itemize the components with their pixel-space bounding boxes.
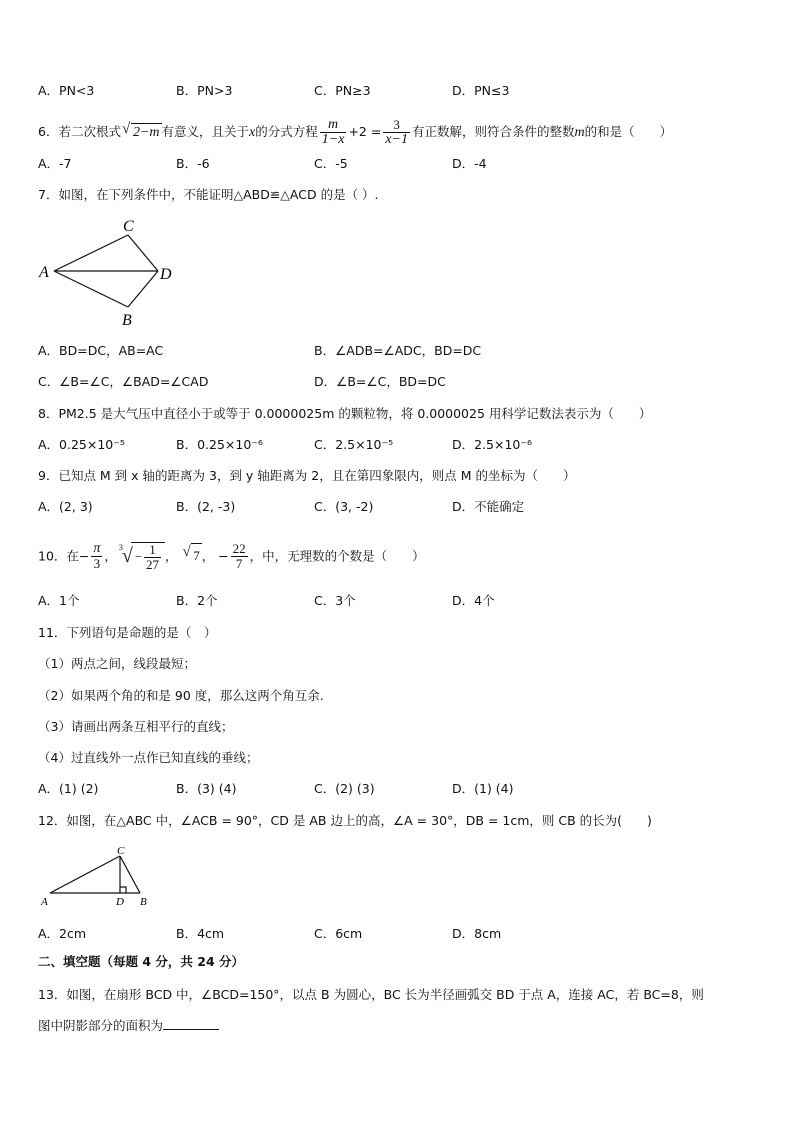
q10-neg1: − — [78, 548, 90, 564]
q7-label-a: A — [39, 264, 49, 281]
q10-prefix: 10．在 — [38, 548, 79, 564]
q7-option-a: A．BD=DC，AB=AC — [38, 343, 164, 358]
q6-mid1: 有意义，且关于 — [161, 124, 250, 139]
q8-stem: 8．PM2.5 是大气压中直径小于或等于 0.0000025m 的颗粒物，将 0.0000025 用科学记数法表示为（ ） — [38, 406, 652, 421]
q11-item-2: （2）如果两个角的和是 90 度，那么这两个角互余. — [38, 688, 324, 703]
q10-frac-pi — [91, 542, 102, 571]
q8-option-c: C．2.5×10⁻⁵ — [314, 437, 394, 452]
q12-option-d: D．8cm — [452, 926, 502, 941]
q6-option-d: D．-4 — [452, 156, 487, 171]
q10-sqrt7: √ 7 — [182, 543, 201, 568]
q6-frac1 — [320, 118, 347, 147]
q8-option-b: B．0.25×10⁻⁶ — [176, 437, 263, 452]
q11-option-c: C．(2) (3) — [314, 781, 375, 796]
q11-stem: 11．下列语句是命题的是（ ） — [38, 625, 217, 640]
q6-stem — [38, 118, 672, 147]
q7-stem: 7．如图，在下列条件中，不能证明△ABD≌△ACD 的是（ ）. — [38, 187, 379, 202]
q13-line1: 13．如图，在扇形 BCD 中，∠BCD=150°，以点 B 为圆心，BC 长为半径画弧交 BD 于点 A，连接 AC，若 BC=8，则 — [38, 987, 704, 1002]
q6-frac1-num: m — [320, 118, 347, 133]
q10-cbrt-den: 27 — [145, 557, 159, 572]
q12-label-b: B — [140, 896, 147, 908]
q10-cbrt-index: 3 — [118, 543, 123, 552]
q11-option-a: A．(1) (2) — [38, 781, 99, 796]
q13-line2-wrap — [38, 1017, 219, 1035]
q8-option-a: A．0.25×10⁻⁵ — [38, 437, 125, 452]
q11-option-b: B．(3) (4) — [176, 781, 237, 796]
q7-edge-cd — [128, 235, 158, 271]
q12-option-b: B．4cm — [176, 926, 225, 941]
q6-option-b: B．-6 — [176, 156, 210, 171]
q12-label-a: A — [41, 896, 48, 908]
q10-pi-den: 3 — [93, 556, 101, 572]
q6-x-var: x — [249, 125, 256, 140]
q6-prefix: 6．若二次根式 — [38, 124, 121, 139]
q12-edge-ac — [50, 856, 120, 893]
q6-mid2: 的分式方程 — [255, 124, 318, 139]
q6-frac1-den: 1−x — [321, 132, 345, 147]
q7-edge-ac — [54, 235, 128, 271]
q5-option-d: D．PN≤3 — [452, 83, 510, 98]
q6-suffix: 有正数解，则符合条件的整数 — [412, 124, 575, 139]
q6-plus-eq: +2 = — [348, 124, 382, 139]
section2-title: 二、填空题（每题 4 分，共 24 分） — [38, 954, 245, 969]
q7-label-d: D — [160, 266, 172, 283]
q7-edge-ab — [54, 271, 128, 307]
q11-item-3: （3）请画出两条互相平行的直线； — [38, 719, 234, 734]
q12-right-angle-mark — [120, 887, 126, 893]
q10-frac-22-7 — [231, 542, 248, 571]
q12-figure — [36, 842, 156, 908]
q6-sqrt: √ 2−m — [121, 121, 160, 140]
q5-option-c: C．PN≥3 — [314, 83, 371, 98]
q10-cbrt: 3 √ − $\frac{1}{27}$ — [122, 542, 165, 572]
q7-option-c: C．∠B=∠C，∠BAD=∠CAD — [38, 374, 209, 389]
q10-option-c: C．3个 — [314, 593, 356, 608]
q12-option-a: A．2cm — [38, 926, 87, 941]
q9-option-a: A．(2, 3) — [38, 499, 93, 514]
q10-sqrt7-val: 7 — [191, 543, 201, 568]
q9-stem: 9．已知点 M 到 x 轴的距离为 3，到 y 轴距离为 2，且在第四象限内，则点 M 的坐标为（ ） — [38, 468, 576, 483]
q10-f-num: 22 — [232, 541, 246, 557]
q12-label-d: D — [116, 896, 124, 908]
q11-item-1: （1）两点之间，线段最短； — [38, 656, 196, 671]
q6-m-var: m — [574, 125, 585, 140]
q10-cbrt-num: 1 — [144, 543, 161, 558]
q10-option-a: A．1个 — [38, 593, 80, 608]
q7-label-c: C — [123, 218, 134, 235]
q10-neg3: − — [218, 548, 229, 564]
q6-radicand: 2−m — [132, 125, 160, 140]
q10-f-den: 7 — [235, 556, 243, 572]
q9-option-b: B．(2, -3) — [176, 499, 236, 514]
q10-neg2: − — [134, 549, 142, 564]
q6-frac2-num: 3 — [383, 118, 410, 133]
q6-frac2-den: x−1 — [385, 132, 408, 147]
q10-suffix: 中，无理数的个数是（ ） — [262, 548, 425, 564]
q11-option-d: D．(1) (4) — [452, 781, 514, 796]
q5-option-a: A．PN<3 — [38, 83, 95, 98]
q7-label-b: B — [122, 312, 132, 329]
q8-option-d: D．2.5×10⁻⁶ — [452, 437, 532, 452]
q5-option-b: B．PN>3 — [176, 83, 233, 98]
q6-frac2 — [383, 118, 410, 147]
q6-option-a: A．-7 — [38, 156, 72, 171]
q7-option-d: D．∠B=∠C，BD=DC — [314, 374, 446, 389]
q6-end: 的和是（ ） — [584, 124, 673, 139]
q10-stem: 10．在− $\frac{\pi}{3}$ ， 3 √ − $\frac{1}{27}$ ， √ 7 ， − $\frac{22}{7}$ ，中，无理数的个数是（ ） — [38, 542, 425, 572]
q12-option-c: C．6cm — [314, 926, 363, 941]
q10-pi-num: π — [93, 541, 101, 557]
q9-option-d: D．不能确定 — [452, 499, 525, 514]
q6-option-c: C．-5 — [314, 156, 348, 171]
q13-line2: 图中阴影部分的面积为 — [38, 1018, 164, 1033]
q10-option-d: D．4个 — [452, 593, 495, 608]
q7-figure — [36, 214, 186, 330]
q13-answer-blank — [163, 1017, 219, 1030]
q7-option-b: B．∠ADB=∠ADC，BD=DC — [314, 343, 482, 358]
q12-stem: 12．如图，在△ABC 中，∠ACB = 90°，CD 是 AB 边上的高，∠A = 30°，DB = 1cm，则 CB 的长为( ) — [38, 813, 652, 828]
q9-option-c: C．(3, -2) — [314, 499, 374, 514]
q10-option-b: B．2个 — [176, 593, 218, 608]
q11-item-4: （4）过直线外一点作已知直线的垂线； — [38, 750, 259, 765]
q7-edge-bd — [128, 271, 158, 307]
q12-label-c: C — [117, 845, 125, 857]
